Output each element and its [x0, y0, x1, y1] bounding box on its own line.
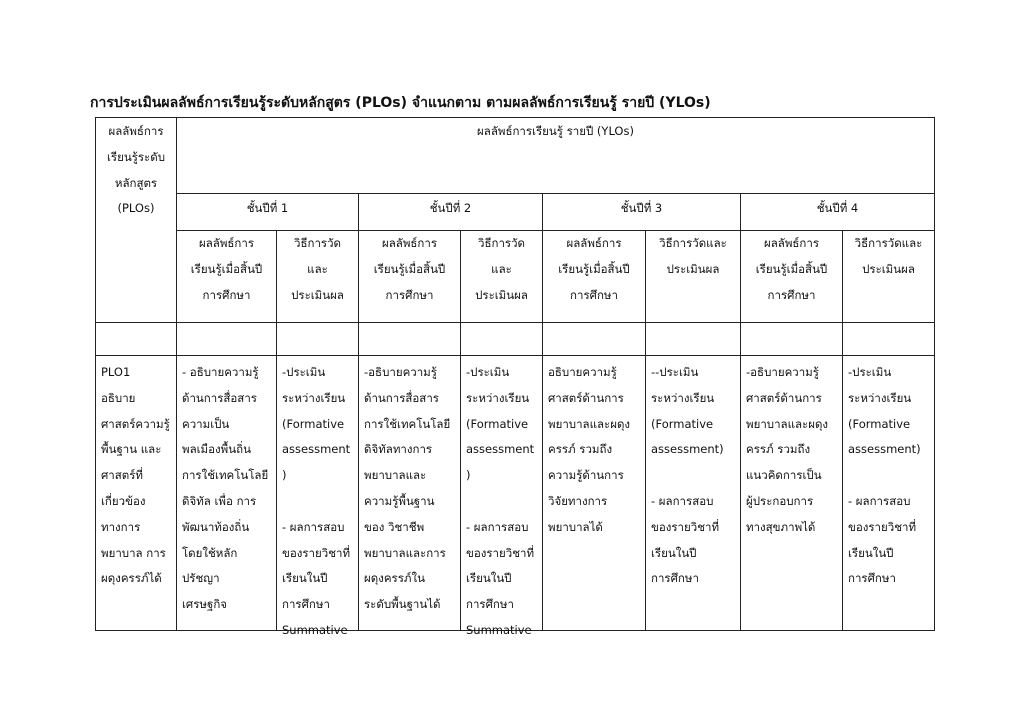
cell-text-line: - ผลการสอบ [466, 519, 529, 534]
cell-text-line: ปรัชญา [182, 571, 220, 586]
table-border-right [934, 117, 935, 631]
method-subheader [277, 231, 358, 308]
cell-text-line: อธิบาย [101, 390, 136, 405]
cell-text-line: อธิบายความรู้ [548, 365, 617, 379]
cell-text-line: เรียนรู้ระดับ [106, 149, 165, 164]
cell-text-line: พยาบาลและผดุง [746, 416, 829, 431]
cell-text-line: โดยใช้หลัก [182, 545, 238, 560]
outcome-cell [359, 360, 460, 618]
cell-text-line: ประเมินผล [862, 261, 915, 276]
cell-text-line: ประเมินผล [475, 287, 528, 302]
cell-text-line: --ประเมิน [651, 365, 699, 379]
cell-text-line: ของรายวิชาที่ [282, 545, 351, 560]
cell-text-line: -ประเมิน [848, 365, 892, 379]
cell-text-line: assessment) [848, 442, 921, 457]
method-cell [461, 360, 542, 644]
cell-text-line: การศึกษา [651, 571, 699, 586]
cell-text-line: ผลลัพธ์การ [763, 236, 820, 250]
year-header-3: ชั้นปีที่ 3 [620, 201, 663, 215]
method-subheader [843, 231, 934, 283]
cell-text-line: การใช้เทคโนโลยี [364, 416, 451, 431]
cell-text-line: ระหว่างเรียน [848, 390, 912, 405]
cell-text-line: เรียนในปี [848, 545, 894, 560]
cell-text-line: ประเมินผล [666, 261, 720, 276]
year-header-1: ชั้นปีที่ 1 [246, 201, 289, 215]
cell-text-line: ศาสตร์ความรู้ [101, 416, 170, 431]
outcome-cell [741, 360, 842, 541]
cell-text-line: - ผลการสอบ [282, 519, 345, 534]
ylo-title-cell: ผลลัพธ์การเรียนรู้ รายปี (YLOs) [477, 124, 634, 138]
cell-text-line: - ผลการสอบ [651, 493, 714, 508]
document-title: การประเมินผลลัพธ์การเรียนรู้ระดับหลักสูตร (PLOs) จำแนกตาม ตามผลลัพธ์การเรียนรู้ รายปี (YLOs) [90, 95, 711, 111]
cell-text-line: ผลลัพธ์การ [381, 236, 438, 250]
cell-text-line: พัฒนาท้องถิ่น [182, 519, 250, 534]
cell-text-line: ผดุงครรภ์ใน [364, 571, 425, 586]
outcome-subheader [359, 231, 460, 308]
cell-text-line: (Formative [466, 416, 529, 431]
plo1-cell [96, 360, 176, 592]
method-cell [843, 360, 934, 592]
cell-text-line: พยาบาลและผดุง [548, 416, 631, 431]
outcome-subheader [177, 231, 276, 308]
cell-text-line: assessment) [651, 442, 724, 457]
cell-text-line: - ผลการสอบ [848, 493, 911, 508]
cell-text-line: เศรษฐกิจ [182, 597, 228, 612]
cell-text-line: -ประเมิน [466, 365, 510, 379]
cell-text-line: ผลลัพธ์การ [198, 236, 255, 250]
cell-text-line: ดิจิทัล เพื่อ การ [182, 493, 257, 508]
cell-text-line: ระหว่างเรียน [282, 390, 346, 405]
cell-text-line: ศาสตร์ที่ [101, 468, 144, 483]
cell-text-line: ศาสตร์ด้านการ [746, 390, 822, 405]
method-cell [277, 360, 358, 644]
cell-text-line: เรียนในปี [466, 571, 512, 586]
cell-text-line: assessment [282, 442, 351, 457]
header-line [176, 193, 935, 194]
cell-text-line [651, 463, 740, 489]
cell-text-line: ด้านการสื่อสาร [182, 390, 257, 405]
outcome-cell [177, 360, 276, 618]
cell-text-line [848, 463, 934, 489]
cell-text-line: (PLOs) [117, 201, 155, 216]
cell-text-line: พยาบาล การ [101, 545, 166, 560]
cell-text-line: ด้านการสื่อสาร [364, 390, 439, 405]
cell-text-line: วิธีการวัด [294, 236, 341, 250]
cell-text-line: พื้นฐาน และ [101, 442, 162, 457]
cell-text-line: ครรภ์ รวมถึง [746, 442, 811, 457]
cell-text-line: เรียนรู้เมื่อสิ้นปี [755, 261, 828, 276]
cell-text-line: การศึกษา [767, 287, 816, 302]
cell-text-line: -ประเมิน [282, 365, 326, 379]
table-border-top [95, 117, 935, 118]
cell-text-line: เกี่ยวข้อง [101, 493, 146, 508]
cell-text-line: -อธิบายความรู้ [746, 365, 819, 379]
cell-text-line: Summative [466, 622, 532, 637]
method-subheader [461, 231, 542, 308]
cell-text-line: ผลลัพธ์การ [108, 124, 164, 138]
cell-text-line: ผลลัพธ์การ [566, 236, 622, 250]
cell-text-line: ศาสตร์ด้านการ [548, 390, 624, 405]
cell-text-line [466, 489, 542, 515]
cell-text-line: เรียนในปี [282, 571, 328, 586]
cell-text-line: วิธีการวัดและ [854, 236, 923, 250]
cell-text-line: - อธิบายความรู้ [182, 365, 259, 379]
cell-text-line: ประเมินผล [291, 287, 344, 302]
cell-text-line [282, 489, 358, 515]
cell-text-line: ทางสุขภาพได้ [746, 519, 816, 534]
method-cell [646, 360, 740, 592]
cell-text-line: ) [466, 468, 471, 483]
cell-text-line: เรียนรู้เมื่อสิ้นปี [190, 261, 263, 276]
cell-text-line: วิธีการวัดและ [659, 236, 727, 250]
cell-text-line: ความเป็น [182, 416, 230, 431]
outcome-subheader [543, 231, 645, 308]
cell-text-line: -อธิบายความรู้ [364, 365, 437, 379]
cell-text-line: การใช้เทคโนโลยี [182, 468, 269, 483]
cell-text-line: Summative [282, 622, 348, 637]
cell-text-line: การศึกษา [202, 287, 251, 302]
cell-text-line: การศึกษา [385, 287, 434, 302]
cell-text-line: พลเมืองพื้นถิ่น [182, 442, 251, 457]
plo-header-cell [96, 119, 176, 222]
row-line [95, 355, 935, 356]
year-header-4: ชั้นปีที่ 4 [816, 201, 859, 215]
cell-text-line: assessment [466, 442, 535, 457]
cell-text-line: พยาบาลและการ [364, 545, 446, 560]
cell-text-line: ทางการ [101, 519, 141, 534]
cell-text-line: ระดับพื้นฐานได้ [364, 597, 441, 612]
cell-text-line: (Formative [282, 416, 345, 431]
cell-text-line: ของรายวิชาที่ [651, 519, 720, 534]
cell-text-line: ระหว่างเรียน [651, 390, 715, 405]
cell-text-line: พยาบาลและ [364, 468, 427, 483]
cell-text-line: ระหว่างเรียน [466, 390, 530, 405]
cell-text-line: การศึกษา [466, 597, 514, 612]
cell-text-line: ความรู้ด้านการ [548, 468, 624, 483]
year-header-2: ชั้นปีที่ 2 [429, 201, 472, 215]
row-line [95, 322, 935, 323]
cell-text-line: พยาบาลได้ [548, 519, 603, 534]
cell-text-line: ) [282, 468, 287, 483]
cell-text-line: ผู้ประกอบการ [746, 493, 814, 508]
cell-text-line: ครรภ์ รวมถึง [548, 442, 613, 457]
cell-text-line: เรียนในปี [651, 545, 697, 560]
cell-text-line: วิธีการวัด [478, 236, 525, 250]
cell-text-line: ความรู้พื้นฐาน [364, 493, 435, 508]
cell-text-line: ดิจิทัลทางการ [364, 442, 433, 457]
method-subheader [646, 231, 740, 283]
cell-text-line: แนวคิดการเป็น [746, 468, 822, 483]
cell-text-line: และ [307, 261, 328, 276]
outcome-subheader [741, 231, 842, 308]
cell-text-line: เรียนรู้เมื่อสิ้นปี [558, 261, 630, 276]
outcome-cell [543, 360, 645, 541]
cell-text-line: ของรายวิชาที่ [466, 545, 535, 560]
cell-text-line: การศึกษา [282, 597, 330, 612]
cell-text-line: ของรายวิชาที่ [848, 519, 917, 534]
cell-text-line: ผดุงครรภ์ได้ [101, 571, 162, 586]
cell-text-line: วิจัยทางการ [548, 493, 608, 508]
cell-text-line: (Formative [848, 416, 911, 431]
cell-text-line: (Formative [651, 416, 714, 431]
cell-text-line: หลักสูตร [114, 175, 158, 190]
cell-text-line: และ [491, 261, 512, 276]
cell-text-line: ของ วิชาชีพ [364, 519, 425, 534]
cell-text-line: PLO1 [101, 365, 131, 379]
cell-text-line: การศึกษา [570, 287, 618, 302]
cell-text-line: การศึกษา [848, 571, 896, 586]
cell-text-line: เรียนรู้เมื่อสิ้นปี [373, 261, 446, 276]
